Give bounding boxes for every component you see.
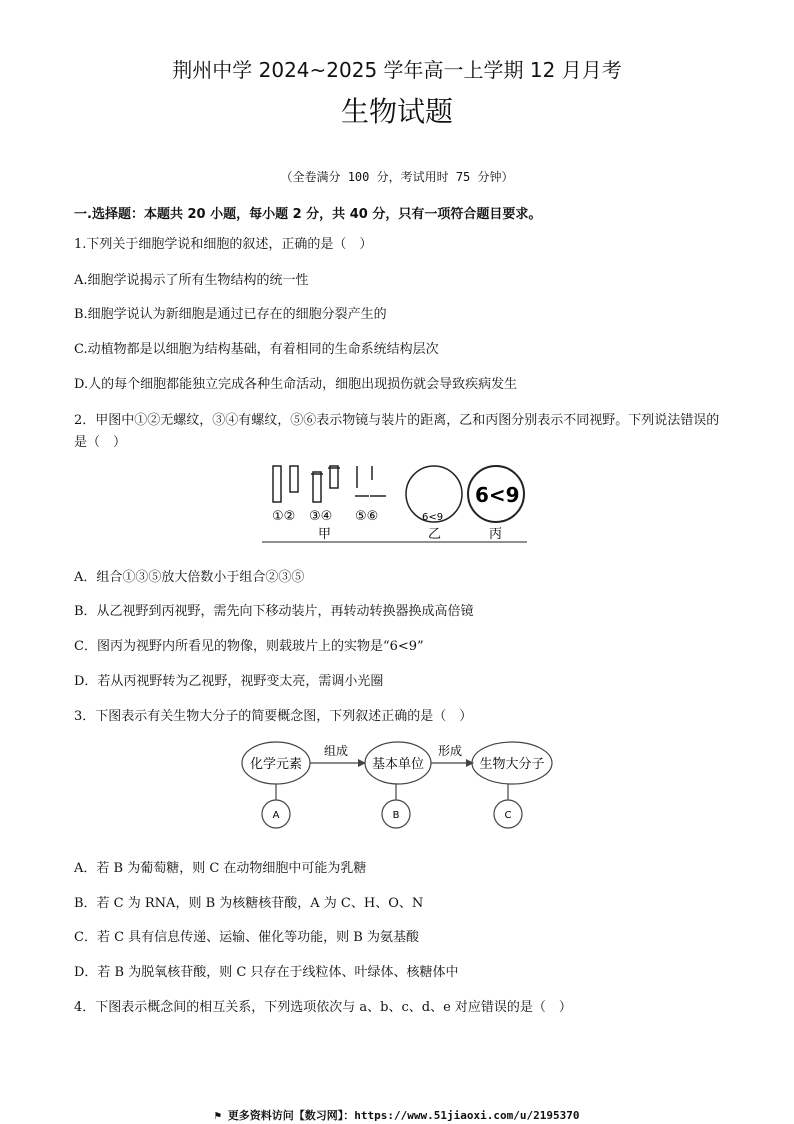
q2-figure — [262, 458, 532, 546]
q3-stem: 3．下图表示有关生物大分子的简要概念图，下列叙述正确的是（ ） — [74, 709, 473, 724]
label-bing: 丙 — [489, 527, 503, 542]
sub-b: B — [392, 810, 400, 821]
footer-link[interactable]: 更多资料访问【数习网】：https://www.51jiaoxi.com/u/2195370 — [227, 1109, 580, 1122]
flag-icon: ⚑ — [214, 1109, 222, 1122]
q3-option-c: C．若 C 具有信息传递、运输、催化等功能，则 B 为氨基酸 — [74, 930, 419, 945]
q2-option-b: B．从乙视野到丙视野，需先向下移动装片，再转动转换器换成高倍镜 — [74, 604, 474, 619]
lens-3 — [313, 472, 321, 502]
view-bing-text: 6<9 — [475, 483, 520, 507]
q4-stem: 4．下图表示概念间的相互关系，下列选项依次与 a、b、c、d、e 对应错误的是（ ） — [74, 1000, 572, 1015]
q2-option-c: C．图丙为视野内所看见的物像，则载玻片上的实物是“6<9” — [74, 639, 424, 654]
sub-c: C — [504, 810, 512, 821]
q1-option-c: C.动植物都是以细胞为结构基础，有着相同的生命系统结构层次 — [74, 342, 439, 357]
q2-option-d: D．若从丙视野转为乙视野，视野变太亮，需调小光圈 — [74, 674, 384, 689]
q3-option-b: B．若 C 为 RNA，则 B 为核糖核苷酸，A 为 C、H、O、N — [74, 896, 424, 911]
arrow1-label: 组成 — [323, 744, 349, 758]
node-macromolecule-text: 生物大分子 — [479, 757, 545, 772]
q3-option-a: A．若 B 为葡萄糖，则 C 在动物细胞中可能为乳糖 — [74, 861, 367, 876]
lens-4 — [330, 466, 338, 488]
node-unit-text: 基本单位 — [371, 757, 425, 772]
lens-2 — [290, 466, 298, 492]
q3-option-d: D．若 B 为脱氧核苷酸，则 C 只存在于线粒体、叶绿体、核糖体中 — [74, 965, 459, 980]
label-56: ⑤⑥ — [355, 509, 379, 524]
q1-stem: 1.下列关于细胞学说和细胞的叙述，正确的是（ ） — [74, 237, 373, 252]
q1-option-a: A.细胞学说揭示了所有生物结构的统一性 — [74, 273, 309, 288]
lens-1 — [273, 466, 281, 502]
sub-a: A — [272, 810, 280, 821]
node-elements-text: 化学元素 — [249, 757, 303, 772]
q1-option-b: B.细胞学说认为新细胞是通过已存在的细胞分裂产生的 — [74, 307, 387, 322]
q1-option-d: D.人的每个细胞都能独立完成各种生命活动，细胞出现损伤就会导致疾病发生 — [74, 377, 518, 392]
exam-note: （全卷满分 100 分，考试用时 75 分钟） — [280, 170, 514, 184]
label-34: ③④ — [309, 509, 333, 524]
q2-option-a: A．组合①③⑤放大倍数小于组合②③⑤ — [74, 570, 305, 585]
label-jia: 甲 — [318, 527, 332, 542]
exam-subject: 生物试题 — [340, 95, 453, 128]
section-heading: 一.选择题：本题共 20 小题，每小题 2 分，共 40 分，只有一项符合题目要求。 — [74, 207, 542, 222]
label-yi: 乙 — [428, 527, 442, 542]
footer[interactable] — [0, 1107, 794, 1123]
label-12: ①② — [272, 509, 296, 524]
arrow2-label: 形成 — [437, 744, 463, 758]
q2-stem: 2．甲图中①②无螺纹，③④有螺纹，⑤⑥表示物镜与装片的距离，乙和丙图分别表示不同视野。下列说法错误的是（ ） — [74, 413, 720, 450]
view-yi-text: 6<9 — [422, 512, 444, 523]
q3-figure — [238, 738, 558, 834]
exam-title: 荆州中学 2024~2025 学年高一上学期 12 月月考 — [172, 58, 622, 82]
